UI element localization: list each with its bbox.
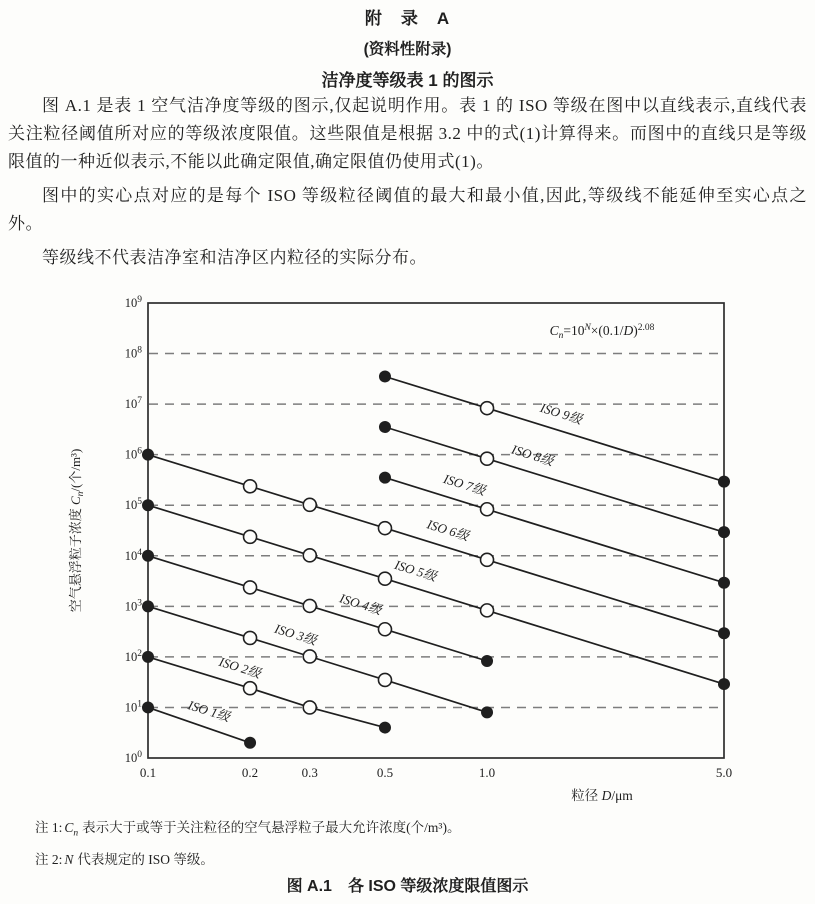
endpoint-dot xyxy=(379,472,391,484)
y-axis-tick: $10^4$ xyxy=(124,547,142,563)
y-axis-tick: $10^8$ xyxy=(124,345,142,361)
endpoint-dot xyxy=(142,701,154,713)
class-limit-line xyxy=(385,377,724,482)
intermediate-dot xyxy=(244,581,257,594)
endpoint-dot xyxy=(379,370,391,382)
intermediate-dot xyxy=(481,452,494,465)
note-1-variable: C xyxy=(64,820,74,835)
x-axis-tick: 0.1 xyxy=(139,765,157,780)
y-axis-tick: $10^6$ xyxy=(124,446,142,462)
note-2-variable: N xyxy=(64,851,74,867)
note-1 xyxy=(35,815,795,847)
series-ISO-9级 xyxy=(385,377,724,482)
endpoint-dot xyxy=(718,678,730,690)
series-ISO-3级 xyxy=(148,606,487,712)
figure-notes xyxy=(35,815,795,878)
markers-ISO-2级 xyxy=(142,651,391,734)
intermediate-dot xyxy=(303,650,316,663)
intermediate-dot xyxy=(481,553,494,566)
endpoint-dot xyxy=(142,651,154,663)
x-axis-tick: 0.2 xyxy=(241,765,259,780)
endpoint-dot xyxy=(142,600,154,612)
y-axis-tick: $10^9$ xyxy=(124,295,142,310)
y-axis-tick: $10^1$ xyxy=(124,699,142,715)
endpoint-dot xyxy=(481,706,493,718)
intermediate-dot xyxy=(244,682,257,695)
series-label: ISO 5级 xyxy=(392,556,439,585)
endpoint-dot xyxy=(142,449,154,461)
x-axis-tick: 1.0 xyxy=(478,765,496,780)
endpoint-dot xyxy=(481,655,493,667)
endpoint-dot xyxy=(142,499,154,511)
endpoint-dot xyxy=(379,421,391,433)
intermediate-dot xyxy=(244,631,257,644)
class-limit-line xyxy=(148,606,487,712)
y-axis-tick: $10^5$ xyxy=(124,497,142,513)
intermediate-dot xyxy=(481,503,494,516)
x-axis-title: 粒径 D/μm xyxy=(571,788,633,803)
class-formula: $C_n=10^N\times(0.1/D)^{2.08}$ xyxy=(549,323,655,341)
y-axis-title: 空气悬浮粒子浓度 $C_n/$(个/m³) xyxy=(68,448,86,613)
series-label: ISO 6级 xyxy=(425,516,471,544)
intermediate-dot xyxy=(378,522,391,535)
intermediate-dot xyxy=(303,599,316,612)
appendix-title: 附 录 A xyxy=(364,9,451,28)
x-axis-tick: 0.3 xyxy=(301,765,318,780)
x-axis-tick: 5.0 xyxy=(715,765,733,780)
series-label: ISO 2级 xyxy=(217,653,263,681)
series-ISO-8级 xyxy=(385,427,724,532)
figure-caption: 图 A.1 各 ISO 等级浓度限值图示 xyxy=(286,878,529,895)
series-label: ISO 3级 xyxy=(272,620,319,648)
endpoint-dot xyxy=(244,737,256,749)
note-2-text: 代表规定的 ISO 等级。 xyxy=(77,851,214,867)
intermediate-dot xyxy=(303,549,316,562)
endpoint-dot xyxy=(142,550,154,562)
intermediate-dot xyxy=(481,604,494,617)
series-ISO-2级 xyxy=(148,654,385,728)
y-axis-tick: $10^3$ xyxy=(124,598,142,614)
intermediate-dot xyxy=(303,498,316,511)
series-ISO-1级 xyxy=(148,697,250,743)
x-axis-tick: 0.5 xyxy=(376,765,394,780)
series-label: ISO 8级 xyxy=(509,441,556,469)
appendix-subtitle: 洁净度等级表 1 的图示 xyxy=(321,71,494,90)
intermediate-dot xyxy=(378,572,391,585)
y-axis-tick: $10^0$ xyxy=(124,750,142,765)
endpoint-dot xyxy=(718,476,730,488)
appendix-header xyxy=(0,4,815,91)
endpoint-dot xyxy=(718,627,730,639)
appendix-type: (资料性附录) xyxy=(363,41,452,58)
note-1-text: 表示大于或等于关注粒径的空气悬浮粒子最大允许浓度(个/m³)。 xyxy=(82,820,461,835)
iso-class-concentration-chart xyxy=(0,288,815,804)
note-2-label: 注 2: xyxy=(35,851,63,867)
intermediate-dot xyxy=(378,673,391,686)
endpoint-dot xyxy=(718,526,730,538)
y-axis-tick: $10^2$ xyxy=(124,648,142,664)
class-limit-line xyxy=(385,427,724,532)
paragraph-3: 等级线不代表洁净室和洁净区内粒径的实际分布。 xyxy=(42,248,427,267)
intermediate-dot xyxy=(303,701,316,714)
series-label: ISO 1级 xyxy=(186,697,232,725)
series-label: ISO 4级 xyxy=(337,590,384,618)
intermediate-dot xyxy=(244,480,257,493)
series-label: ISO 7级 xyxy=(441,471,488,499)
series-label: ISO 9级 xyxy=(538,399,584,427)
intermediate-dot xyxy=(481,402,494,415)
paragraph-2: 图中的实心点对应的是每个 ISO 等级粒径阈值的最大和最小值,因此,等级线不能延伸至实心点之外。 xyxy=(8,186,807,233)
endpoint-dot xyxy=(718,577,730,589)
y-axis-tick: $10^7$ xyxy=(124,396,142,412)
paragraph-1: 图 A.1 是表 1 空气洁净度等级的图示,仅起说明作用。表 1 的 ISO 等级在图中以直线表示,直线代表关注粒径阈值所对应的等级浓度限值。这些限值是根据 3.2 中的式(1)计算得来。而图中的直线只是等级限值的一种近似表示,不能以此确定限值,确定限值仍使用式(1)。 xyxy=(8,96,807,171)
intermediate-dot xyxy=(378,623,391,636)
chart-svg xyxy=(0,288,815,804)
note-1-variable-sub: n xyxy=(73,828,79,839)
endpoint-dot xyxy=(379,722,391,734)
class-limit-line xyxy=(148,657,385,728)
note-1-label: 注 1: xyxy=(35,820,63,835)
intermediate-dot xyxy=(244,530,257,543)
body-text xyxy=(8,92,807,278)
